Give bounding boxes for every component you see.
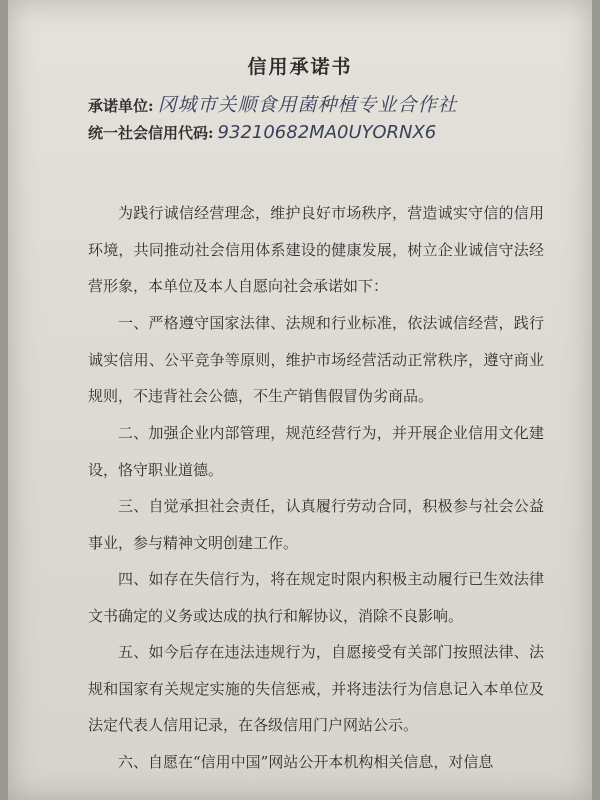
credit-code-value: 93210682MA0UYORNX6: [217, 122, 437, 143]
org-label: 承诺单位:: [88, 97, 154, 115]
paragraph-intro: 为践行诚信经营理念，维护良好市场秩序，营造诚实守信的信用环境，共同推动社会信用体系建设的健康发展，树立企业诚信守法经营形象，本单位及本人自愿向社会承诺如下：: [88, 204, 544, 295]
document-title: 信用承诺书: [247, 56, 353, 78]
org-field: [88, 90, 458, 117]
paragraph-item-4: 四、如存在失信行为，将在规定时限内积极主动履行已生效法律文书确定的义务或达成的执行和解协议，消除不良影响。: [88, 570, 544, 625]
paragraph-item-1: 一、严格遵守国家法律、法规和行业标准，依法诚信经营，践行诚实信用、公平竞争等原则，维护市场经营活动正常秩序，遵守商业规则，不违背社会公德，不生产销售假冒伪劣商品。: [88, 314, 544, 405]
paragraph-item-6: 六、自愿在“信用中国”网站公开本机构相关信息，对信息: [118, 753, 494, 771]
paragraph-item-2: 二、加强企业内部管理，规范经营行为，并开展企业信用文化建设，恪守职业道德。: [88, 424, 544, 479]
credit-code-field: [88, 122, 436, 143]
credit-code-label: 统一社会信用代码:: [88, 124, 214, 142]
paragraph-item-3: 三、自觉承担社会责任，认真履行劳动合同，积极参与社会公益事业，参与精神文明创建工作。: [88, 497, 544, 552]
org-value: 冈城市关顺食用菌种植专业合作社: [157, 94, 458, 116]
paragraph-item-5: 五、如今后存在违法违规行为，自愿接受有关部门按照法律、法规和国家有关规定实施的失信惩戒，并将违法行为信息记入本单位及法定代表人信用记录，在各级信用门户网站公示。: [88, 643, 544, 734]
document-page: [8, 0, 592, 800]
